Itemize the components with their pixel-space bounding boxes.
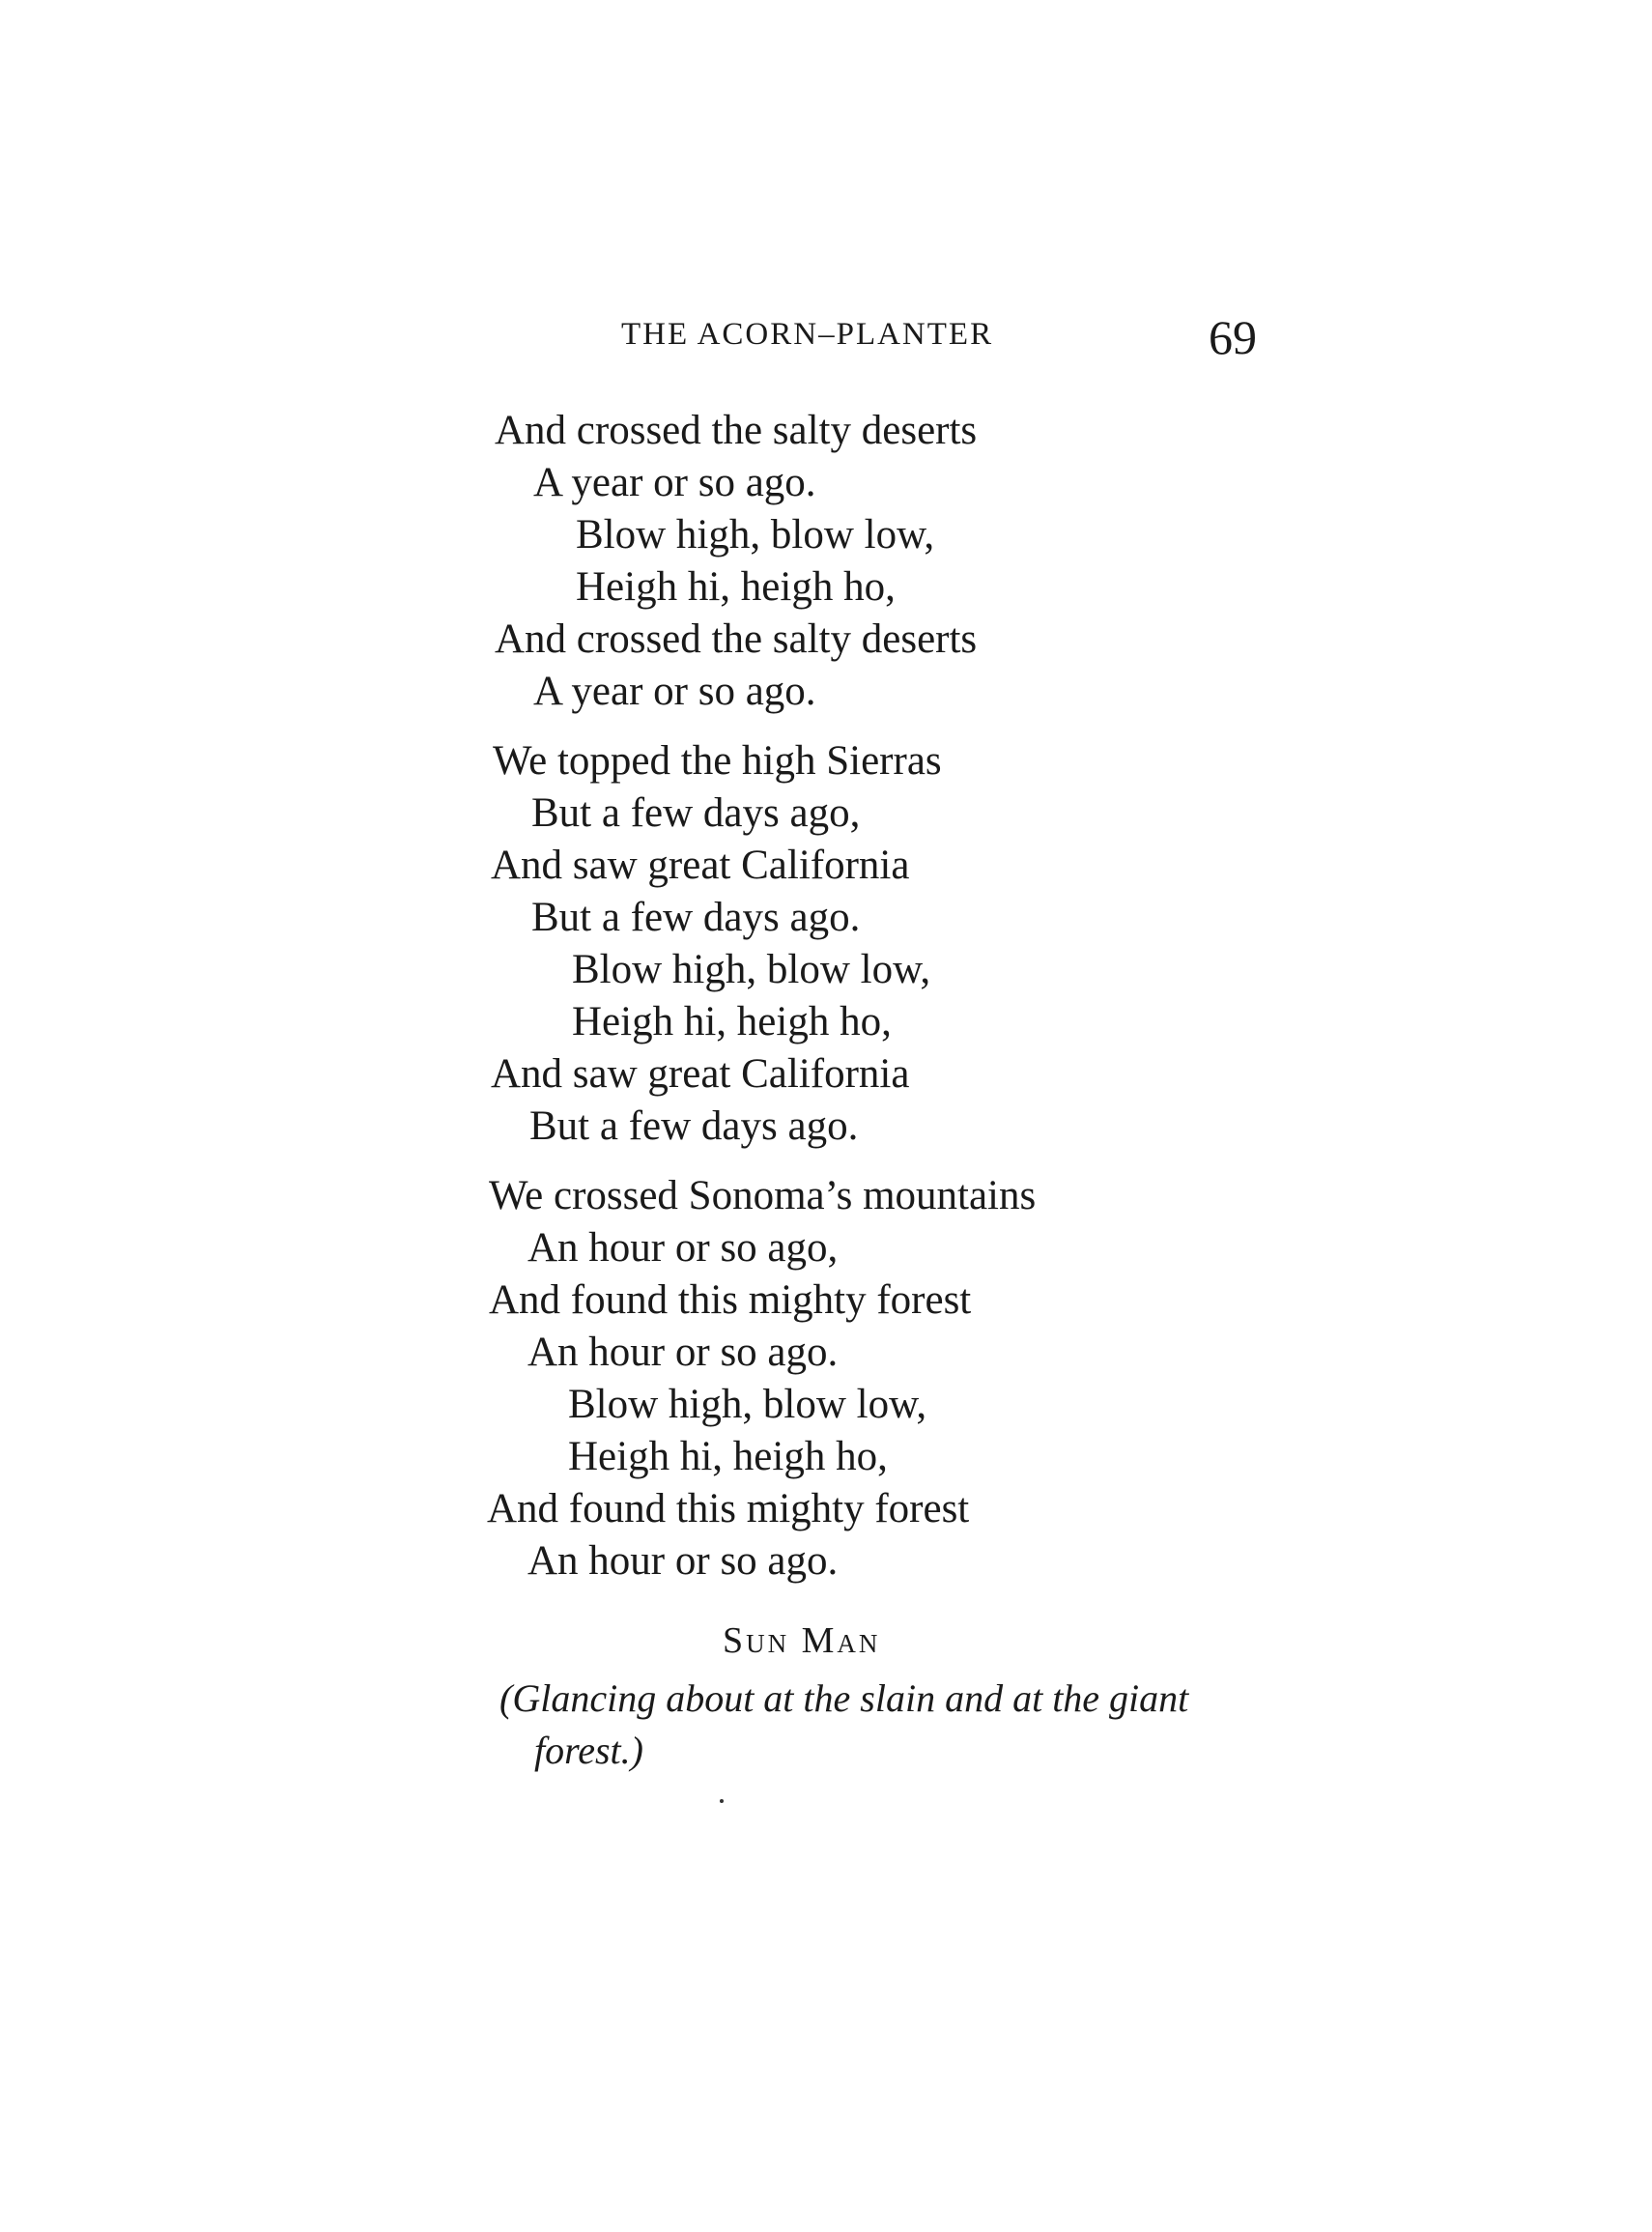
verse-line: An hour or so ago.: [527, 1330, 839, 1375]
refrain-line: Blow high, blow low,: [572, 947, 931, 992]
verse-line: But a few days ago,: [531, 790, 861, 836]
print-speck: [720, 1799, 724, 1803]
verse-line: But a few days ago.: [529, 1103, 859, 1149]
verse-line: And found this mighty forest: [487, 1486, 970, 1531]
verse-line: A year or so ago.: [533, 460, 816, 505]
refrain-line: Blow high, blow low,: [568, 1382, 927, 1427]
verse-line: We crossed Sonoma’s mountains: [489, 1173, 1037, 1218]
speaker-name: Sun Man: [723, 1620, 881, 1661]
verse-line: And saw great California: [491, 843, 910, 888]
stage-direction: (Glancing about at the slain and at the giant: [499, 1676, 1189, 1720]
verse-line: And crossed the salty deserts: [495, 616, 978, 662]
stage-direction-continued: forest.): [534, 1729, 643, 1772]
verse-line: An hour or so ago,: [527, 1225, 839, 1271]
verse-line: And found this mighty forest: [489, 1277, 972, 1323]
refrain-line: Heigh hi, heigh ho,: [576, 564, 896, 610]
verse-line: And crossed the salty deserts: [495, 408, 978, 453]
refrain-line: Blow high, blow low,: [576, 512, 935, 558]
page-number: 69: [1209, 310, 1257, 364]
verse-line: We topped the high Sierras: [493, 738, 942, 784]
verse-line: And saw great California: [491, 1051, 910, 1097]
refrain-line: Heigh hi, heigh ho,: [572, 999, 892, 1044]
verse-line: An hour or so ago.: [527, 1538, 839, 1584]
refrain-line: Heigh hi, heigh ho,: [568, 1434, 888, 1479]
running-title: THE ACORN–PLANTER: [621, 317, 994, 352]
verse-line: But a few days ago.: [531, 895, 861, 940]
verse-line: A year or so ago.: [533, 669, 816, 714]
